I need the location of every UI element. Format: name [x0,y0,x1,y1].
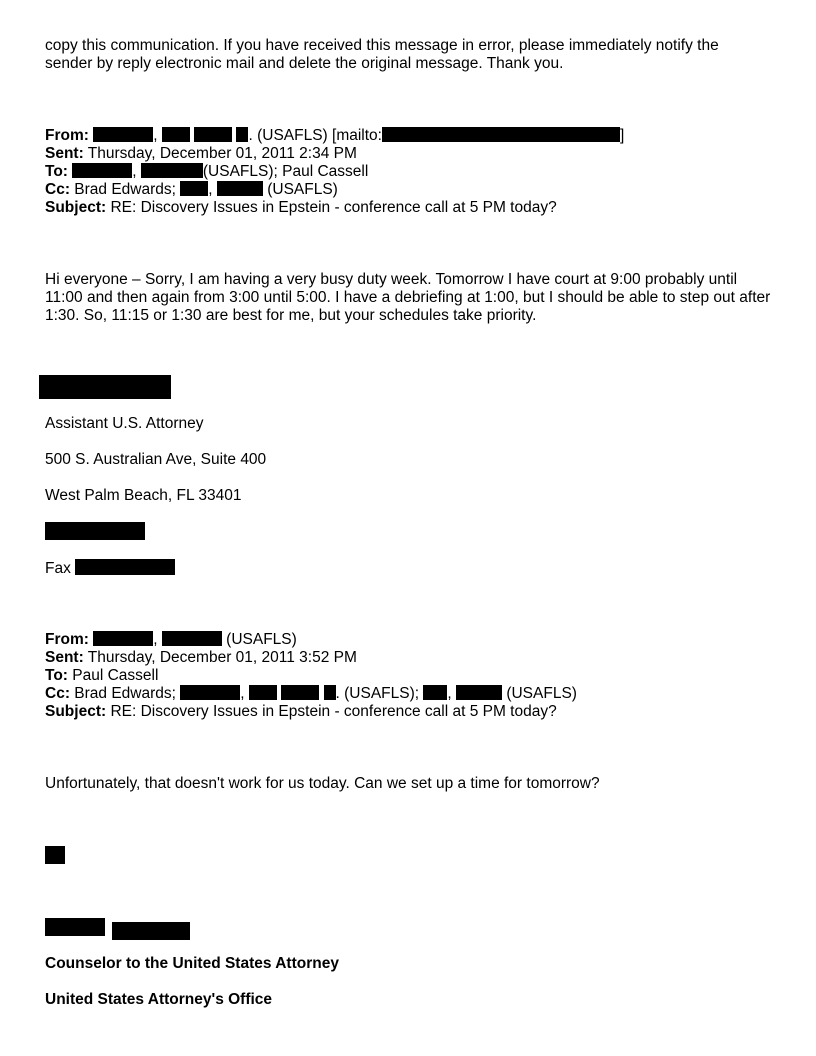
redacted-name [112,922,190,940]
redacted-name [45,918,105,936]
cc-tail: (USAFLS) [267,181,338,198]
email1-sent-line [45,145,357,163]
signature-title: Assistant U.S. Attorney [45,415,204,432]
redaction [162,127,190,142]
redaction [141,163,203,178]
from-label: From: [45,631,89,648]
separator: , [132,163,137,180]
from-close: ] [619,127,625,144]
email2-to-line [45,667,158,685]
redacted-name [39,375,171,399]
intro-line-2: sender by reply electronic mail and delete the original message. Thank you. [45,55,564,72]
subject-value: RE: Discovery Issues in Epstein - conference call at 5 PM today? [110,703,557,720]
to-label: To: [45,163,68,180]
intro-line-1: copy this communication. If you have received this message in error, please immediately notify the [45,37,719,54]
redacted-phone [45,522,145,540]
redaction [217,181,263,196]
to-value: Paul Cassell [72,667,159,684]
redaction [180,685,240,700]
cc-text: Brad Edwards; [74,181,176,198]
signature-fax-line [45,559,175,578]
cc-label: Cc: [45,685,70,702]
from-tail: (USAFLS) [226,631,297,648]
subject-value: RE: Discovery Issues in Epstein - conference call at 5 PM today? [110,199,557,216]
email1-cc-line [45,181,338,199]
redaction [194,127,232,142]
email1-from-line [45,127,624,145]
cc-text: Brad Edwards; [74,685,176,702]
redaction [236,127,248,142]
email2-from-line [45,631,297,649]
redaction [72,163,132,178]
redaction [456,685,502,700]
from-label: From: [45,127,89,144]
separator: , [208,181,213,198]
separator: , [153,631,158,648]
redaction [93,127,153,142]
redaction [180,181,208,196]
sent-value: Thursday, December 01, 2011 3:52 PM [87,649,357,666]
signature-title: Counselor to the United States Attorney [45,955,339,972]
signature-address-2: West Palm Beach, FL 33401 [45,487,242,504]
email2-body: Unfortunately, that doesn't work for us today. Can we set up a time for tomorrow? [45,775,600,792]
signature-office: United States Attorney's Office [45,991,273,1008]
separator: , [447,685,452,702]
redaction [382,127,620,142]
email2-subject-line [45,703,557,721]
separator: , [153,127,158,144]
separator: , [240,685,245,702]
redaction [281,685,319,700]
email1-subject-line [45,199,557,217]
redaction [423,685,447,700]
fax-label: Fax [45,560,71,577]
signature-address-1: 500 S. Australian Ave, Suite 400 [45,451,267,468]
redaction [162,631,222,646]
redaction [324,685,336,700]
email2-sent-line [45,649,357,667]
to-label: To: [45,667,68,684]
cc-label: Cc: [45,181,70,198]
from-tail: . (USAFLS) [mailto: [248,127,382,144]
cc-mid: . (USAFLS); [335,685,420,702]
subject-label: Subject: [45,199,107,216]
sent-label: Sent: [45,649,84,666]
subject-label: Subject: [45,703,107,720]
to-tail: (USAFLS); Paul Cassell [202,163,369,180]
email2-cc-line [45,685,577,703]
redaction [93,631,153,646]
email1-body: Hi everyone – Sorry, I am having a very busy duty week. Tomorrow I have court at 9:00 probably until 11:00 and then again from 3:00 until 5:00. I have a debriefing at 1:00, but I should be able to step out after 1:30. So, 11:15 or 1:30 are best for me, but your schedules take priority. [45,271,771,324]
sent-value: Thursday, December 01, 2011 2:34 PM [87,145,357,162]
redacted-initial [45,846,65,864]
cc-tail: (USAFLS) [506,685,577,702]
redaction [75,559,175,575]
email1-to-line [45,163,368,181]
redaction [249,685,277,700]
sent-label: Sent: [45,145,84,162]
